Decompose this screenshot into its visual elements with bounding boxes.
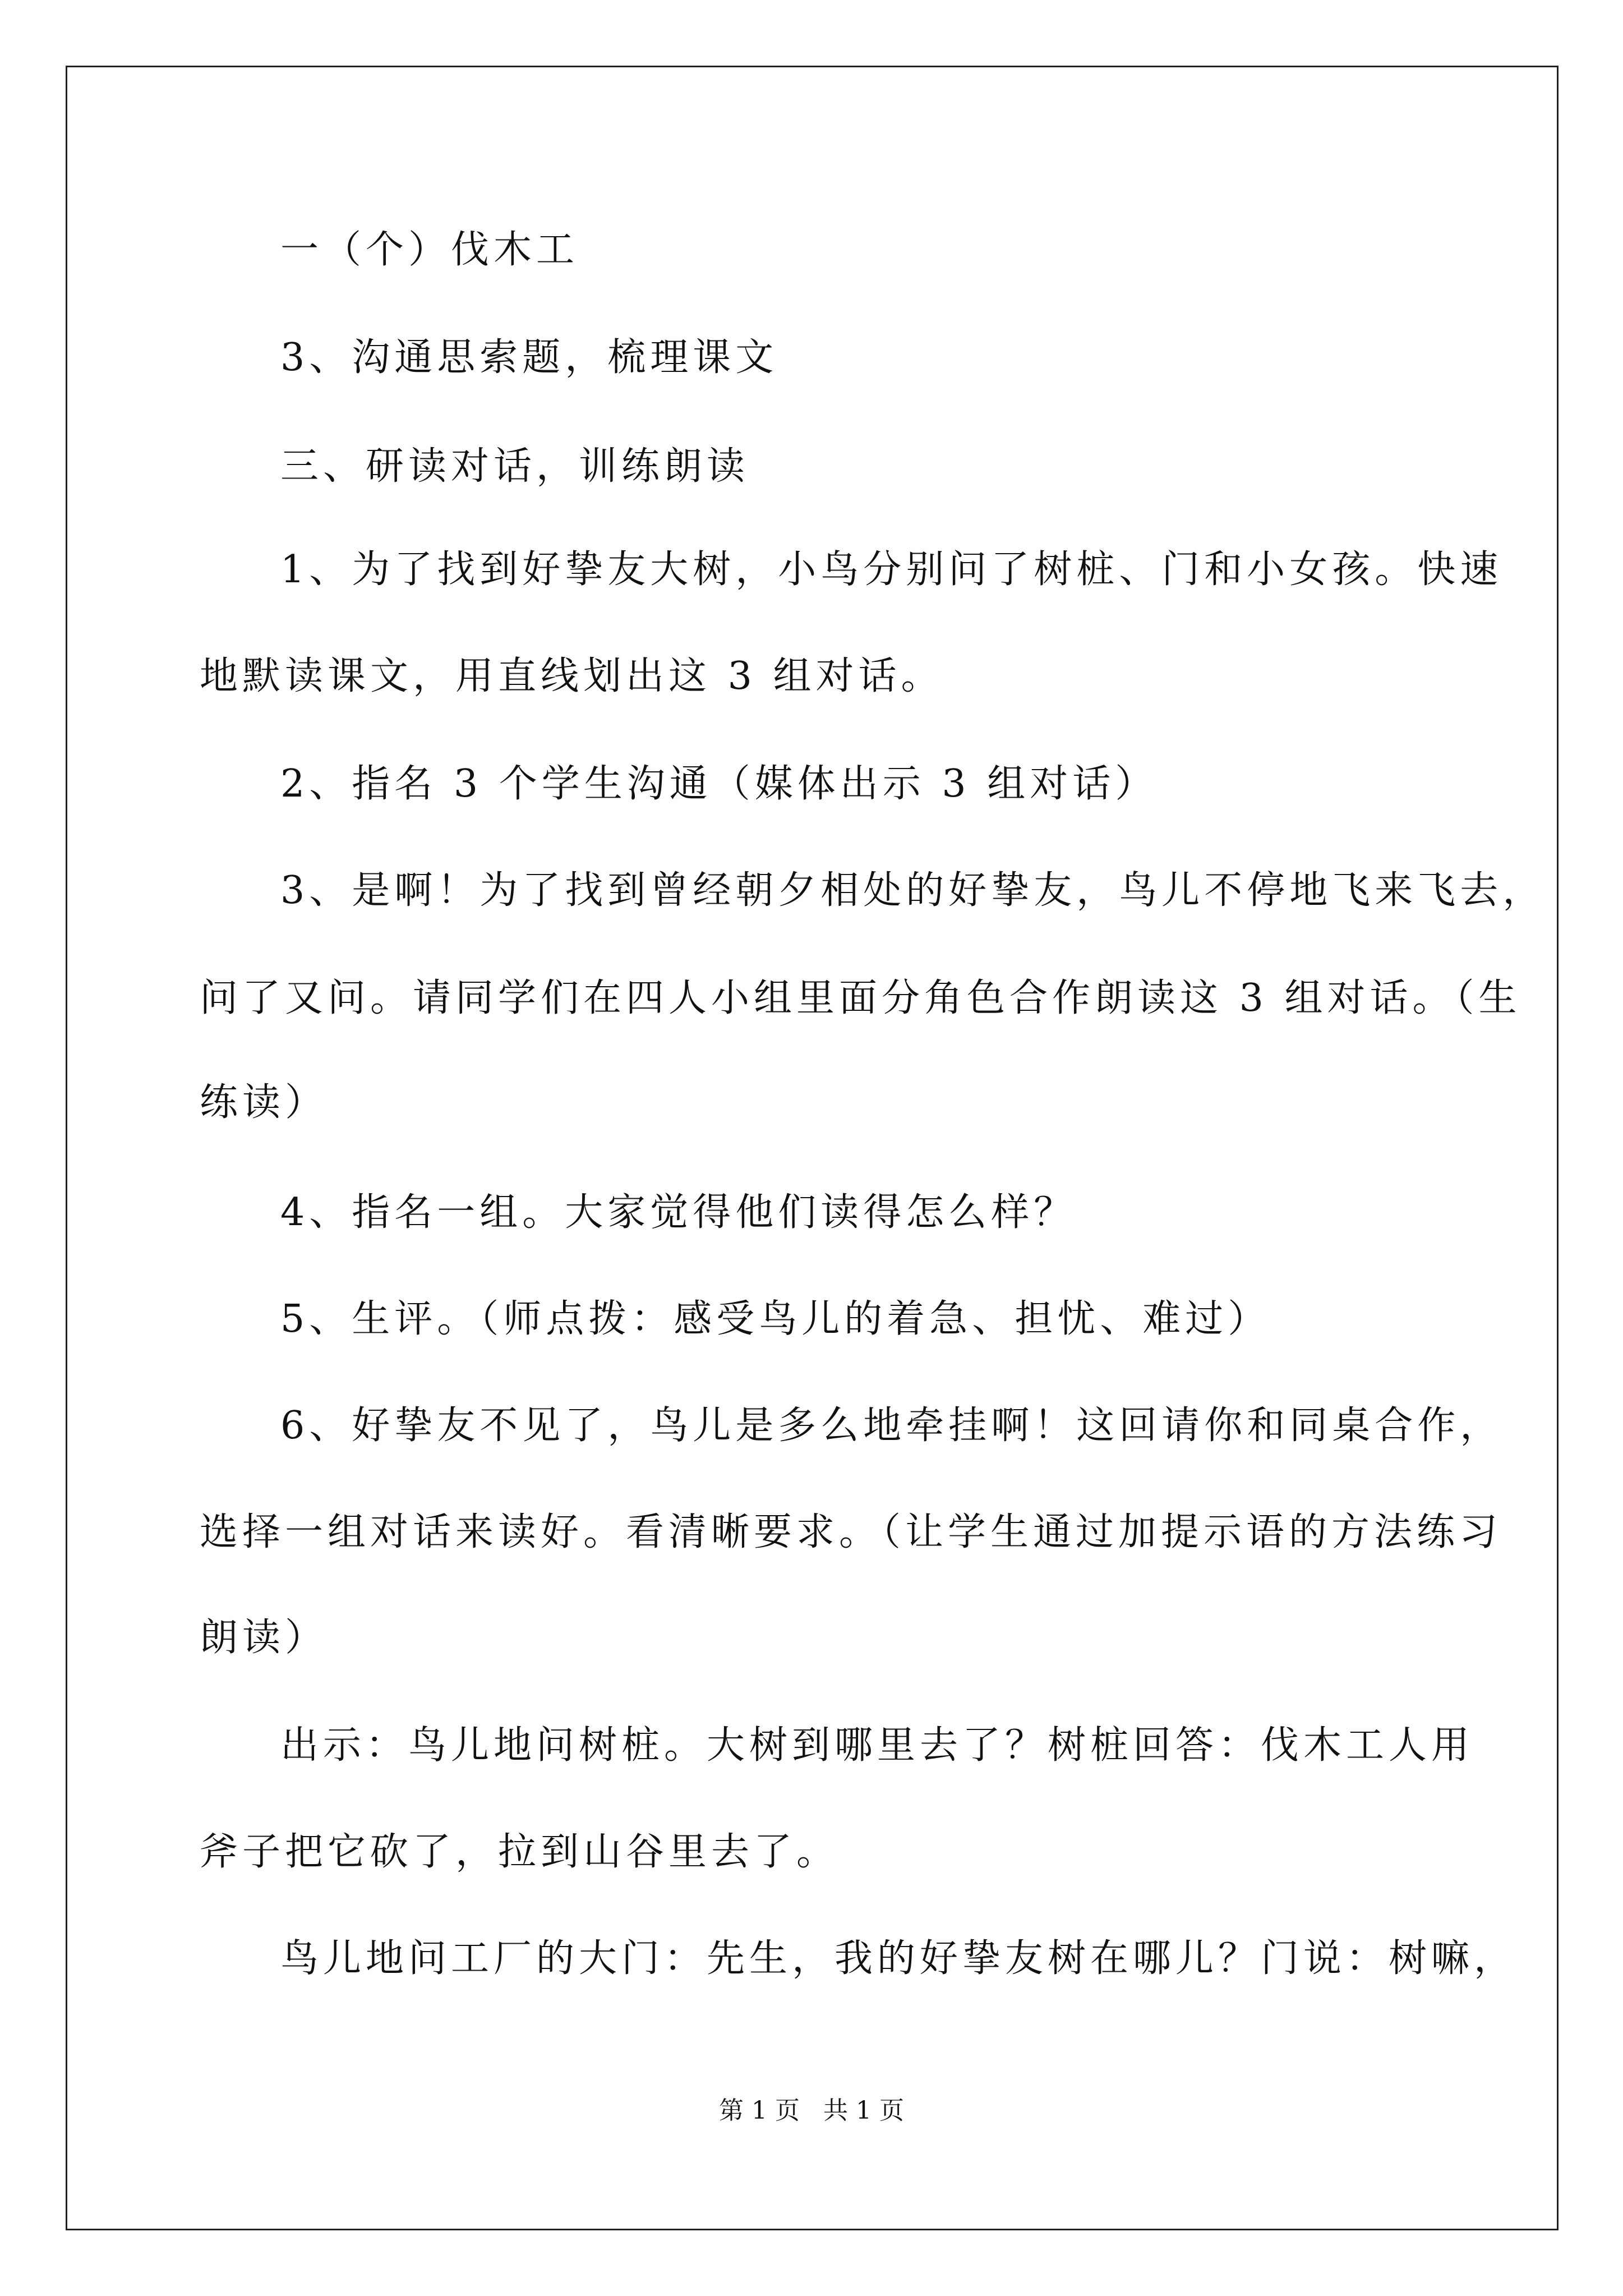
text-line-10: 4、指名一组。大家觉得他们读得怎么样？ xyxy=(280,1190,1077,1235)
page-number-footer: 第 1 页 共 1 页 xyxy=(719,2096,904,2125)
text-line-12: 6、好挚友不见了，鸟儿是多么地牵挂啊！这回请你和同桌合作， xyxy=(280,1404,1503,1448)
page-border xyxy=(66,66,1559,2230)
text-line-9: 练读） xyxy=(200,1080,328,1125)
text-line-13: 选择一组对话来读好。看清晰要求。（让学生通过加提示语的方法练习 xyxy=(200,1510,1502,1554)
text-line-17: 鸟儿地问工厂的大门：先生，我的好挚友树在哪儿？门说：树嘛， xyxy=(280,1936,1517,1981)
text-line-1: 一（个）伐木工 xyxy=(280,228,579,272)
text-line-3: 三、研读对话，训练朗读 xyxy=(280,444,750,489)
text-line-5: 地默读课文，用直线划出这 3 组对话。 xyxy=(200,654,944,698)
text-line-8: 问了又问。请同学们在四人小组里面分角色合作朗读这 3 组对话。（生 xyxy=(200,976,1521,1020)
text-line-2: 3、沟通思索题，梳理课文 xyxy=(280,335,778,380)
text-line-6: 2、指名 3 个学生沟通（媒体出示 3 组对话） xyxy=(280,762,1158,806)
text-line-11: 5、生评。（师点拨：感受鸟儿的着急、担忧、难过） xyxy=(280,1297,1271,1341)
text-line-14: 朗读） xyxy=(200,1616,328,1660)
text-line-7: 3、是啊！为了找到曾经朝夕相处的好挚友，鸟儿不停地飞来飞去， xyxy=(280,868,1546,913)
text-line-4: 1、为了找到好挚友大树，小鸟分别问了树桩、门和小女孩。快速 xyxy=(280,547,1503,592)
text-line-15: 出示：鸟儿地问树桩。大树到哪里去了？树桩回答：伐木工人用 xyxy=(280,1723,1474,1768)
text-line-16: 斧子把它砍了，拉到山谷里去了。 xyxy=(200,1830,840,1874)
